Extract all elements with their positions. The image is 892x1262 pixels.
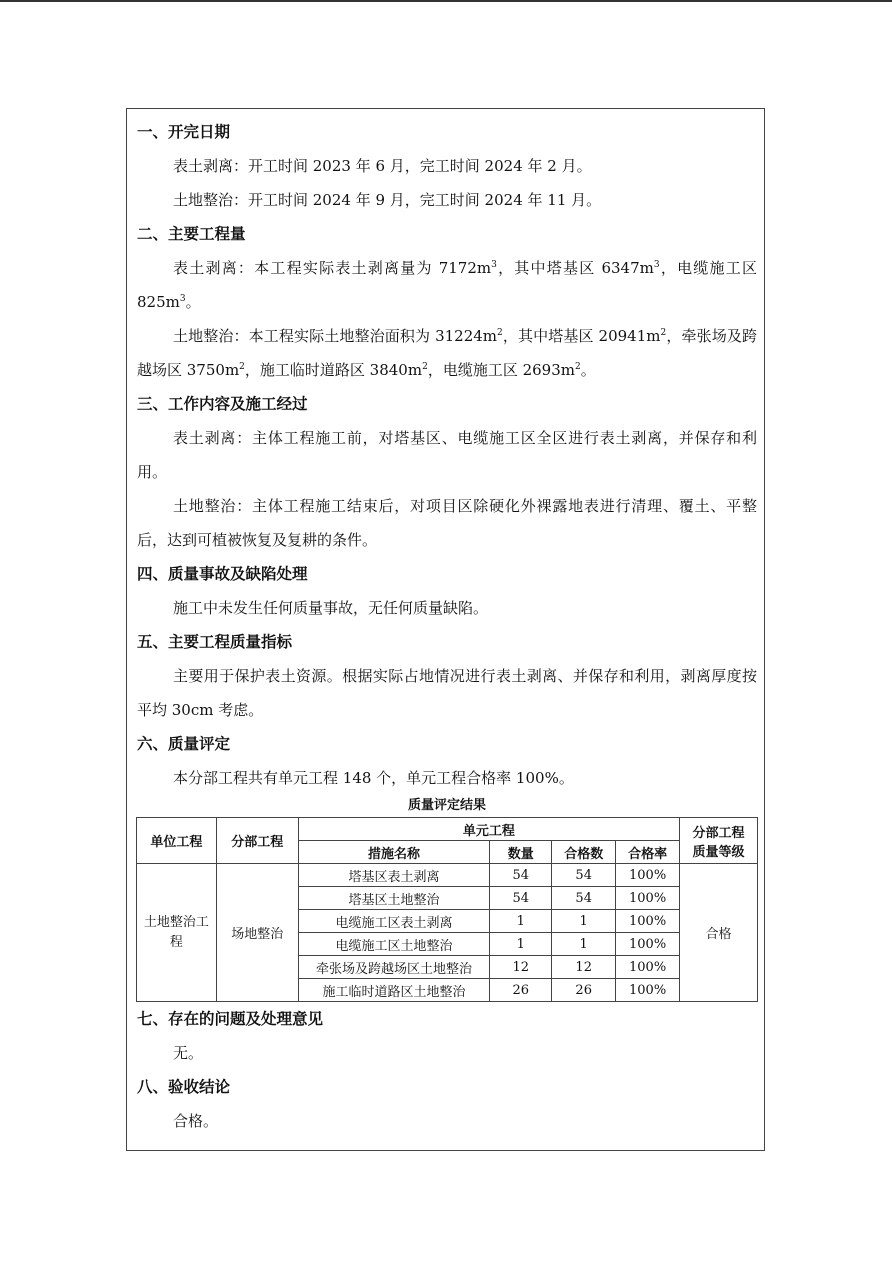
header-element-project: 单元工程: [298, 818, 679, 841]
superscript: 2: [660, 328, 667, 338]
cell-pass-rate: 100%: [616, 979, 680, 1002]
cell-pass-rate: 100%: [616, 864, 680, 887]
cell-pass-count: 1: [552, 933, 616, 956]
cell-text: 程: [169, 934, 183, 950]
cell-measure-name: 塔基区土地整治: [298, 887, 490, 910]
section-7-title: 七、存在的问题及处理意见: [137, 1010, 324, 1028]
text-span: ，电缆施工区 825m: [137, 259, 757, 311]
text-span: ，电缆施工区 2693m: [427, 361, 575, 379]
cell-count: 1: [490, 910, 552, 933]
cell-quality-grade: 合格: [680, 864, 758, 1002]
header-pass-count: 合格数: [552, 841, 616, 864]
text-span: ，牵张场及跨越场区 3750m: [137, 327, 757, 379]
superscript: 3: [179, 294, 186, 304]
table-row: [137, 864, 758, 887]
text-span: 。: [185, 293, 201, 311]
section-3-title: 三、工作内容及施工经过: [137, 395, 308, 413]
section-4-title: 四、质量事故及缺陷处理: [137, 565, 308, 583]
cell-pass-rate: 100%: [616, 887, 680, 910]
text-span: ，其中塔基区 20941m: [502, 327, 661, 345]
cell-measure-name: 施工临时道路区土地整治: [298, 979, 490, 1002]
cell-count: 54: [490, 887, 552, 910]
section-1-para-2: 土地整治：开工时间 2024 年 9 月，完工时间 2024 年 11 月。: [173, 191, 602, 209]
cell-pass-count: 54: [552, 864, 616, 887]
table-header-row: [137, 818, 758, 841]
cell-measure-name: 电缆施工区土地整治: [298, 933, 490, 956]
cell-text: 土地整治工: [143, 914, 209, 930]
section-3-para-1: 表土剥离：主体工程施工前，对塔基区、电缆施工区全区进行表土剥离，并保存和利用。: [137, 429, 757, 481]
superscript: 2: [497, 328, 503, 338]
superscript: 2: [574, 362, 581, 372]
section-2-para-1: [137, 251, 757, 319]
section-6-para-1: 本分部工程共有单元工程 148 个，单元工程合格率 100%。: [173, 769, 574, 787]
text-span: 表土剥离：本工程实际表土剥离量为 7172m: [173, 259, 492, 277]
superscript: 2: [422, 362, 428, 372]
section-3-para-2: 土地整治：主体工程施工结束后，对项目区除硬化外裸露地表进行清理、覆土、平整后，达到可植被恢复及复耕的条件。: [137, 497, 757, 549]
cell-unit-project: [137, 864, 217, 1002]
text-span: 土地整治：本工程实际土地整治面积为 31224m: [173, 327, 498, 345]
text-span: ，施工临时道路区 3840m: [244, 361, 423, 379]
header-measure-name: 措施名称: [298, 841, 490, 864]
header-pass-rate: 合格率: [616, 841, 680, 864]
header-quality-grade: [680, 818, 758, 864]
quality-evaluation-table: [136, 817, 758, 1002]
superscript: 3: [653, 260, 660, 270]
cell-sub-project: 场地整治: [216, 864, 298, 1002]
header-grade-line-1: 分部工程: [692, 825, 745, 841]
cell-count: 12: [490, 956, 552, 979]
section-2-title: 二、主要工程量: [137, 225, 246, 243]
section-8-title: 八、验收结论: [137, 1078, 231, 1096]
cell-pass-rate: 100%: [616, 910, 680, 933]
cell-count: 1: [490, 933, 552, 956]
cell-measure-name: 电缆施工区表土剥离: [298, 910, 490, 933]
cell-pass-count: 26: [552, 979, 616, 1002]
cell-count: 54: [490, 864, 552, 887]
section-8-para-1: 合格。: [173, 1112, 219, 1130]
table-caption: 质量评定结果: [407, 798, 486, 813]
text-span: ，其中塔基区 6347m: [496, 259, 654, 277]
document-frame: [126, 108, 765, 1151]
text-span: 。: [580, 361, 596, 379]
cell-measure-name: 牵张场及跨越场区土地整治: [298, 956, 490, 979]
document-content: [137, 115, 757, 1138]
header-count: 数量: [490, 841, 552, 864]
cell-pass-count: 54: [552, 887, 616, 910]
section-1-title: 一、开完日期: [137, 123, 231, 141]
section-2-para-2: [137, 319, 757, 387]
section-5-para-1: 主要用于保护表土资源。根据实际占地情况进行表土剥离、并保存和利用，剥离厚度按平均 30cm 考虑。: [137, 667, 757, 719]
cell-measure-name: 塔基区表土剥离: [298, 864, 490, 887]
page-top-border: [0, 0, 892, 2]
cell-count: 26: [490, 979, 552, 1002]
cell-pass-count: 1: [552, 910, 616, 933]
section-6-title: 六、质量评定: [137, 735, 231, 753]
cell-pass-count: 12: [552, 956, 616, 979]
section-1-para-1: 表土剥离：开工时间 2023 年 6 月，完工时间 2024 年 2 月。: [173, 157, 592, 175]
cell-pass-rate: 100%: [616, 933, 680, 956]
superscript: 3: [491, 260, 497, 270]
section-7-para-1: 无。: [173, 1044, 204, 1062]
section-5-title: 五、主要工程质量指标: [137, 633, 293, 651]
header-grade-line-2: 质量等级: [692, 844, 745, 860]
superscript: 2: [239, 362, 245, 372]
header-sub-project: 分部工程: [216, 818, 298, 864]
header-unit-project: 单位工程: [137, 818, 217, 864]
cell-pass-rate: 100%: [616, 956, 680, 979]
section-4-para-1: 施工中未发生任何质量事故，无任何质量缺陷。: [173, 599, 489, 617]
